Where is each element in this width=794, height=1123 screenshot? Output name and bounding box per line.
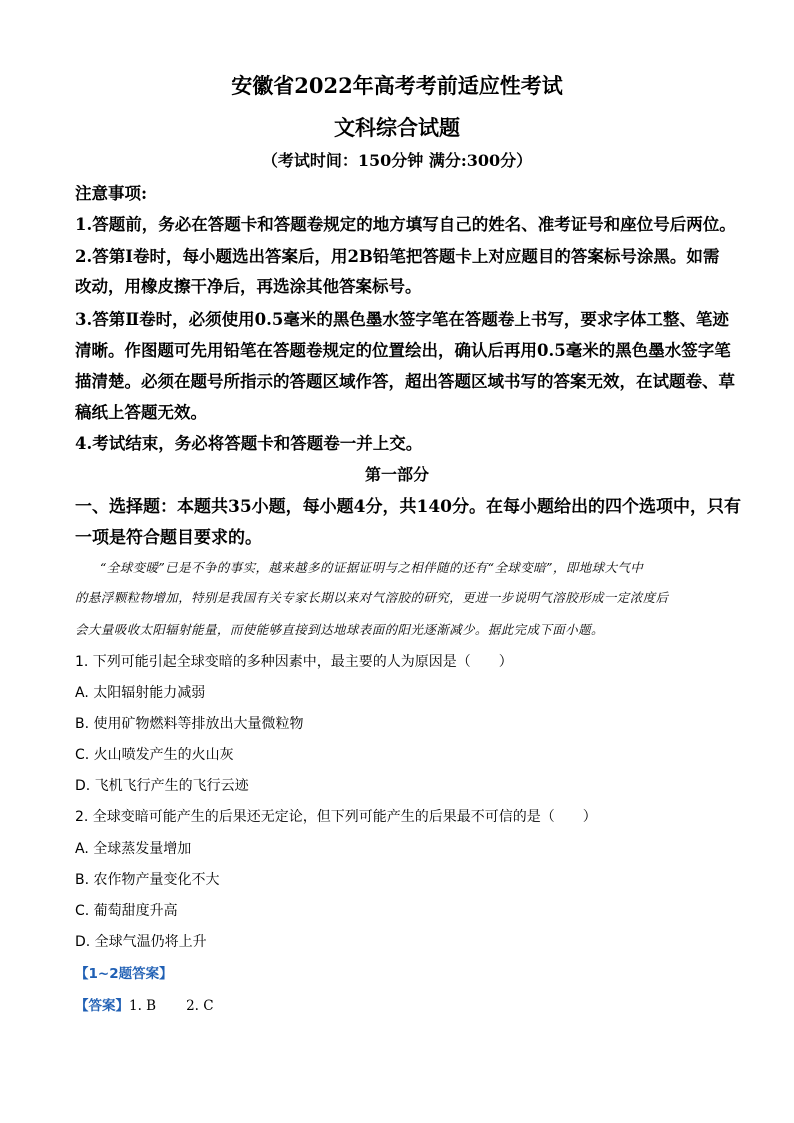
part-heading: 第一部分 — [364, 465, 429, 484]
question-option: D. 全球气温仍将上升 — [75, 934, 207, 950]
answer-tag: 【答案】 — [75, 998, 129, 1014]
question-stem: 1. 下列可能引起全球变暗的多种因素中，最主要的人为原因是（ ） — [75, 654, 513, 670]
page-subtitle: 文科综合试题 — [334, 115, 460, 140]
answer-1: 1. B — [129, 998, 157, 1014]
question-option: B. 使用矿物燃料等排放出大量微粒物 — [75, 716, 304, 732]
answer-2: 2. C — [186, 998, 214, 1014]
note-line: 1.答题前，务必在答题卡和答题卷规定的地方填写自己的姓名、准考证号和座位号后两位。 — [75, 215, 736, 234]
note-line: 稿纸上答题无效。 — [75, 403, 207, 422]
answer-line — [75, 994, 214, 1014]
question-option: A. 全球蒸发量增加 — [75, 841, 192, 857]
exam-info: （考试时间：150分钟 满分:300分） — [261, 151, 533, 170]
passage-line: 的悬浮颗粒物增加，特别是我国有关专家长期以来对气溶胶的研究，更进一步说明气溶胶形成一定浓度后 — [75, 590, 669, 605]
note-line: 清晰。作图题可先用铅笔在答题卷规定的位置绘出，确认后再用0.5毫米的黑色墨水签字笔 — [75, 341, 731, 360]
question-option: A. 太阳辐射能力减弱 — [75, 685, 206, 701]
note-line: 3.答第Ⅱ卷时，必须使用0.5毫米的黑色墨水签字笔在答题卷上书写，要求字体工整、笔迹 — [75, 310, 729, 329]
note-line: 描清楚。必须在题号所指示的答题区域作答，超出答题区域书写的答案无效，在试题卷、草 — [75, 372, 735, 391]
page-title: 安徽省2022年高考考前适应性考试 — [231, 73, 563, 98]
passage-line: “全球变暖”已是不争的事实，越来越多的证据证明与之相伴随的还有“全球变暗”，即地球大气中 — [100, 560, 644, 575]
notes-heading: 注意事项: — [75, 184, 148, 203]
question-option: C. 葡萄甜度升高 — [75, 903, 178, 919]
answer-heading: 【1~2题答案】 — [75, 966, 173, 982]
section-instruction: 一项是符合题目要求的。 — [75, 528, 262, 548]
note-line: 改动，用橡皮擦干净后，再选涂其他答案标号。 — [75, 277, 422, 296]
question-option: C. 火山喷发产生的火山灰 — [75, 747, 234, 763]
note-line: 2.答第Ⅰ卷时，每小题选出答案后，用2B铅笔把答题卡上对应题目的答案标号涂黑。如需 — [75, 247, 720, 266]
section-instruction: 一、选择题：本题共35小题，每小题4分，共140分。在每小题给出的四个选项中，只有 — [75, 497, 741, 517]
question-option: D. 飞机飞行产生的飞行云迹 — [75, 778, 249, 794]
question-stem: 2. 全球变暗可能产生的后果还无定论，但下列可能产生的后果最不可信的是（ ） — [75, 809, 597, 825]
passage-line: 会大量吸收太阳辐射能量，而使能够直接到达地球表面的阳光逐渐减少。据此完成下面小题。 — [75, 622, 604, 637]
question-option: B. 农作物产量变化不大 — [75, 872, 220, 888]
note-line: 4.考试结束，务必将答题卡和答题卷一并上交。 — [75, 434, 423, 453]
